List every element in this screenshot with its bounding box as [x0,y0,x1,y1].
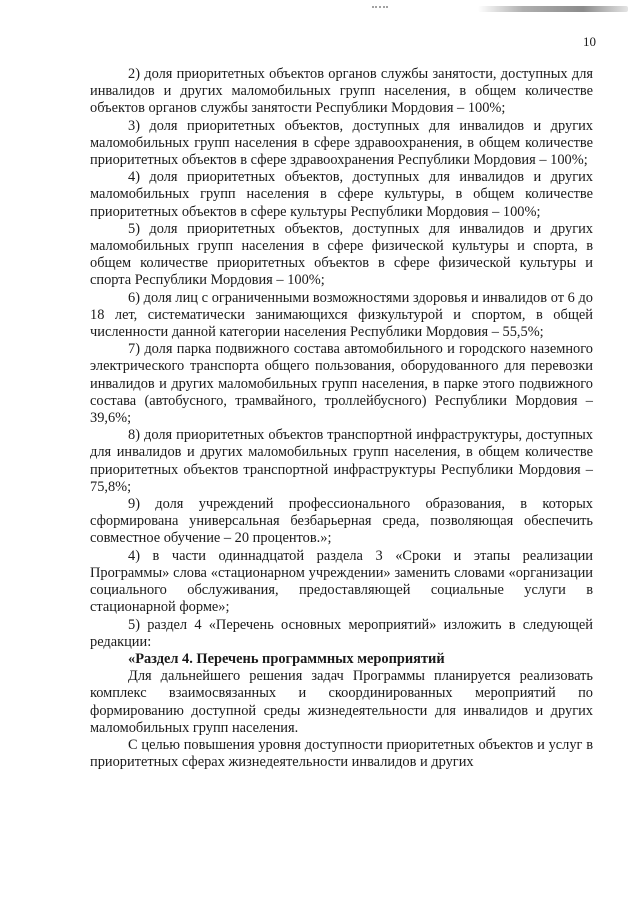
paragraph-item-2: 2) доля приоритетных объектов органов службы занятости, доступных для инвалидов и других маломобильных групп населения, в общем количестве объектов органов службы занятости Республики Мордовия – 100%; [90,66,593,117]
paragraph-item-3: 3) доля приоритетных объектов, доступных для инвалидов и других маломобильных групп населения в сфере здравоохранения, в общем количестве приоритетных объектов в сфере здравоохранения Республики Мордовия – 100%; [90,117,593,169]
paragraph-item-9: 9) доля учреждений профессионального образования, в которых сформирована универсальная безбарьерная среда, позволяющая обеспечить совместное обучение – 20 процентов.»; [90,496,593,547]
paragraph-amendment-5: 5) раздел 4 «Перечень основных мероприятий» изложить в следующей редакции: [90,616,593,650]
scan-artifact-dots [372,6,388,11]
section-heading: «Раздел 4. Перечень программных мероприятий [128,650,445,667]
page-number: 10 [583,34,596,49]
paragraph-item-8: 8) доля приоритетных объектов транспортной инфраструктуры, доступных для инвалидов и других маломобильных групп населения, в общем количестве приоритетных объектов транспортной инфраструктуры Республики Мордовия – 75,8%; [90,427,593,495]
paragraph-item-6: 6) доля лиц с ограниченными возможностями здоровья и инвалидов от 6 до 18 лет, систематически занимающихся физкультурой и спортом, в общей численности данной категории населения Республики Мордовия – 55,5%; [90,289,593,341]
document-body [90,66,593,771]
paragraph-section-intro: Для дальнейшего решения задач Программы планируется реализовать комплекс взаимосвязанных и скоординированных мероприятий по формированию доступной среды жизнедеятельности для инвалидов и других маломобильных групп населения. [90,668,593,736]
paragraph-item-7: 7) доля парка подвижного состава автомобильного и городского наземного электрического транспорта общего пользования, оборудованного для перевозки инвалидов и других маломобильных групп населения, в парке этого подвижного состава (автобусного, трамвайного, троллейбусного) Республики Мордовия – 39,6%; [90,341,593,427]
paragraph-item-4: 4) доля приоритетных объектов, доступных для инвалидов и других маломобильных групп населения в сфере культуры, в общем количестве приоритетных объектов в сфере культуры Республики Мордовия – 100%; [90,169,593,220]
paragraph-amendment-4: 4) в части одиннадцатой раздела 3 «Сроки и этапы реализации Программы» слова «стационарном учреждении» заменить словами «организации социального обслуживания, предоставляющей социальные услуги в стационарной форме»; [90,547,593,616]
scan-artifact-stripe [478,6,628,12]
paragraph-section-continued: С целью повышения уровня доступности приоритетных объектов и услуг в приоритетных сферах жизнедеятельности инвалидов и других [90,736,593,771]
paragraph-item-5: 5) доля приоритетных объектов, доступных для инвалидов и других маломобильных групп населения в сфере физической культуры и спорта, в общем количестве приоритетных объектов в сфере физической культуры и спорта Республики Мордовия – 100%; [90,220,593,289]
